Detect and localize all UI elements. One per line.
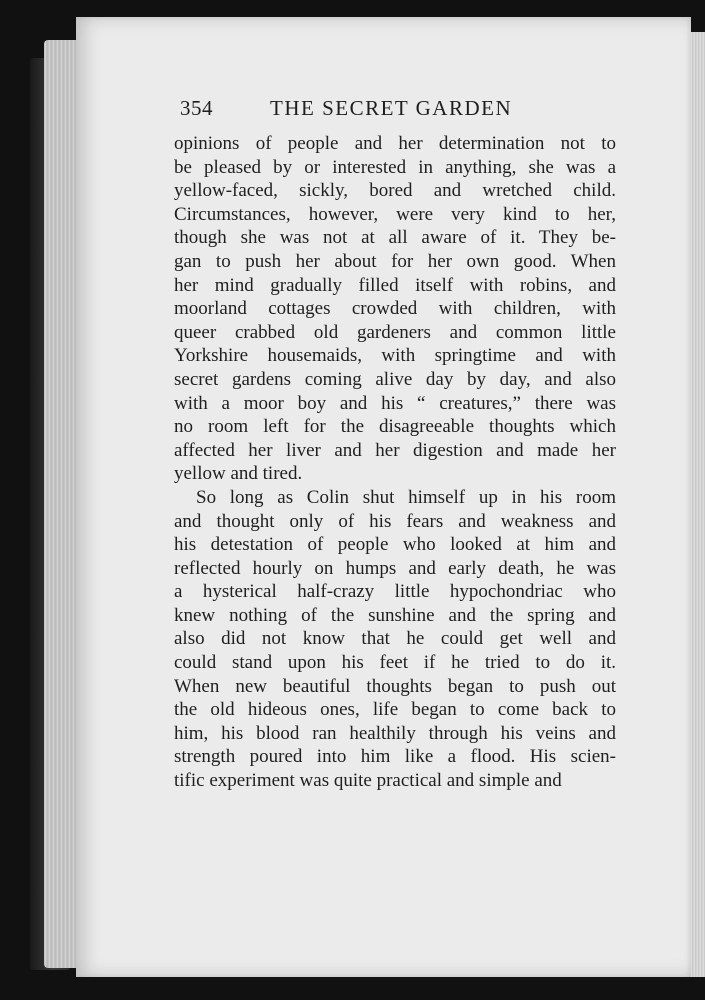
text-line: yellow-faced, sickly, bored and wretched child. xyxy=(174,180,616,202)
text-line: reflected hourly on humps and early death, he was xyxy=(174,557,616,579)
text-line: be pleased by or interested in anything, she was a xyxy=(174,156,616,178)
text-line: So long as Colin shut himself up in his room xyxy=(196,486,616,508)
text-line: with a moor boy and his “ creatures,” there was xyxy=(174,392,616,414)
text-line: tific experiment was quite practical and simple and xyxy=(174,770,562,792)
text-line: When new beautiful thoughts began to push out xyxy=(174,675,616,697)
body-text xyxy=(174,132,616,793)
text-line: opinions of people and her determination not to xyxy=(174,133,616,154)
text-line: his detestation of people who looked at him and xyxy=(174,534,616,556)
text-line: the old hideous ones, life began to come back to xyxy=(174,699,616,721)
text-line: knew nothing of the sunshine and the spring and xyxy=(174,604,616,626)
paragraph xyxy=(174,486,616,793)
running-head xyxy=(180,96,610,126)
text-line: queer crabbed old gardeners and common little xyxy=(174,321,616,343)
text-line: her mind gradually filled itself with robins, and xyxy=(174,274,616,296)
text-line: a hysterical half-crazy little hypochondriac who xyxy=(174,581,616,603)
text-line: affected her liver and her digestion and made her xyxy=(174,439,616,461)
text-line: him, his blood ran healthily through his veins and xyxy=(174,722,616,744)
text-line: could stand upon his feet if he tried to do it. xyxy=(174,652,616,674)
text-line: though she was not at all aware of it. They be- xyxy=(174,227,616,249)
text-line: and thought only of his fears and weakness and xyxy=(174,510,616,532)
text-line: moorland cottages crowded with children, with xyxy=(174,298,616,320)
text-line: Circumstances, however, were very kind to her, xyxy=(174,203,616,225)
page-number: 354 xyxy=(180,96,213,120)
text-line: Yorkshire housemaids, with springtime and with xyxy=(174,345,616,367)
text-line: gan to push her about for her own good. When xyxy=(174,250,616,272)
text-line: yellow and tired. xyxy=(174,463,303,485)
paragraph xyxy=(174,132,616,486)
text-line: no room left for the disagreeable thoughts which xyxy=(174,416,616,438)
text-line: secret gardens coming alive day by day, and also xyxy=(174,368,616,390)
text-line: strength poured into him like a flood. His scien- xyxy=(174,746,616,768)
text-line: also did not know that he could get well and xyxy=(174,628,616,650)
book-title: THE SECRET GARDEN xyxy=(270,96,513,120)
